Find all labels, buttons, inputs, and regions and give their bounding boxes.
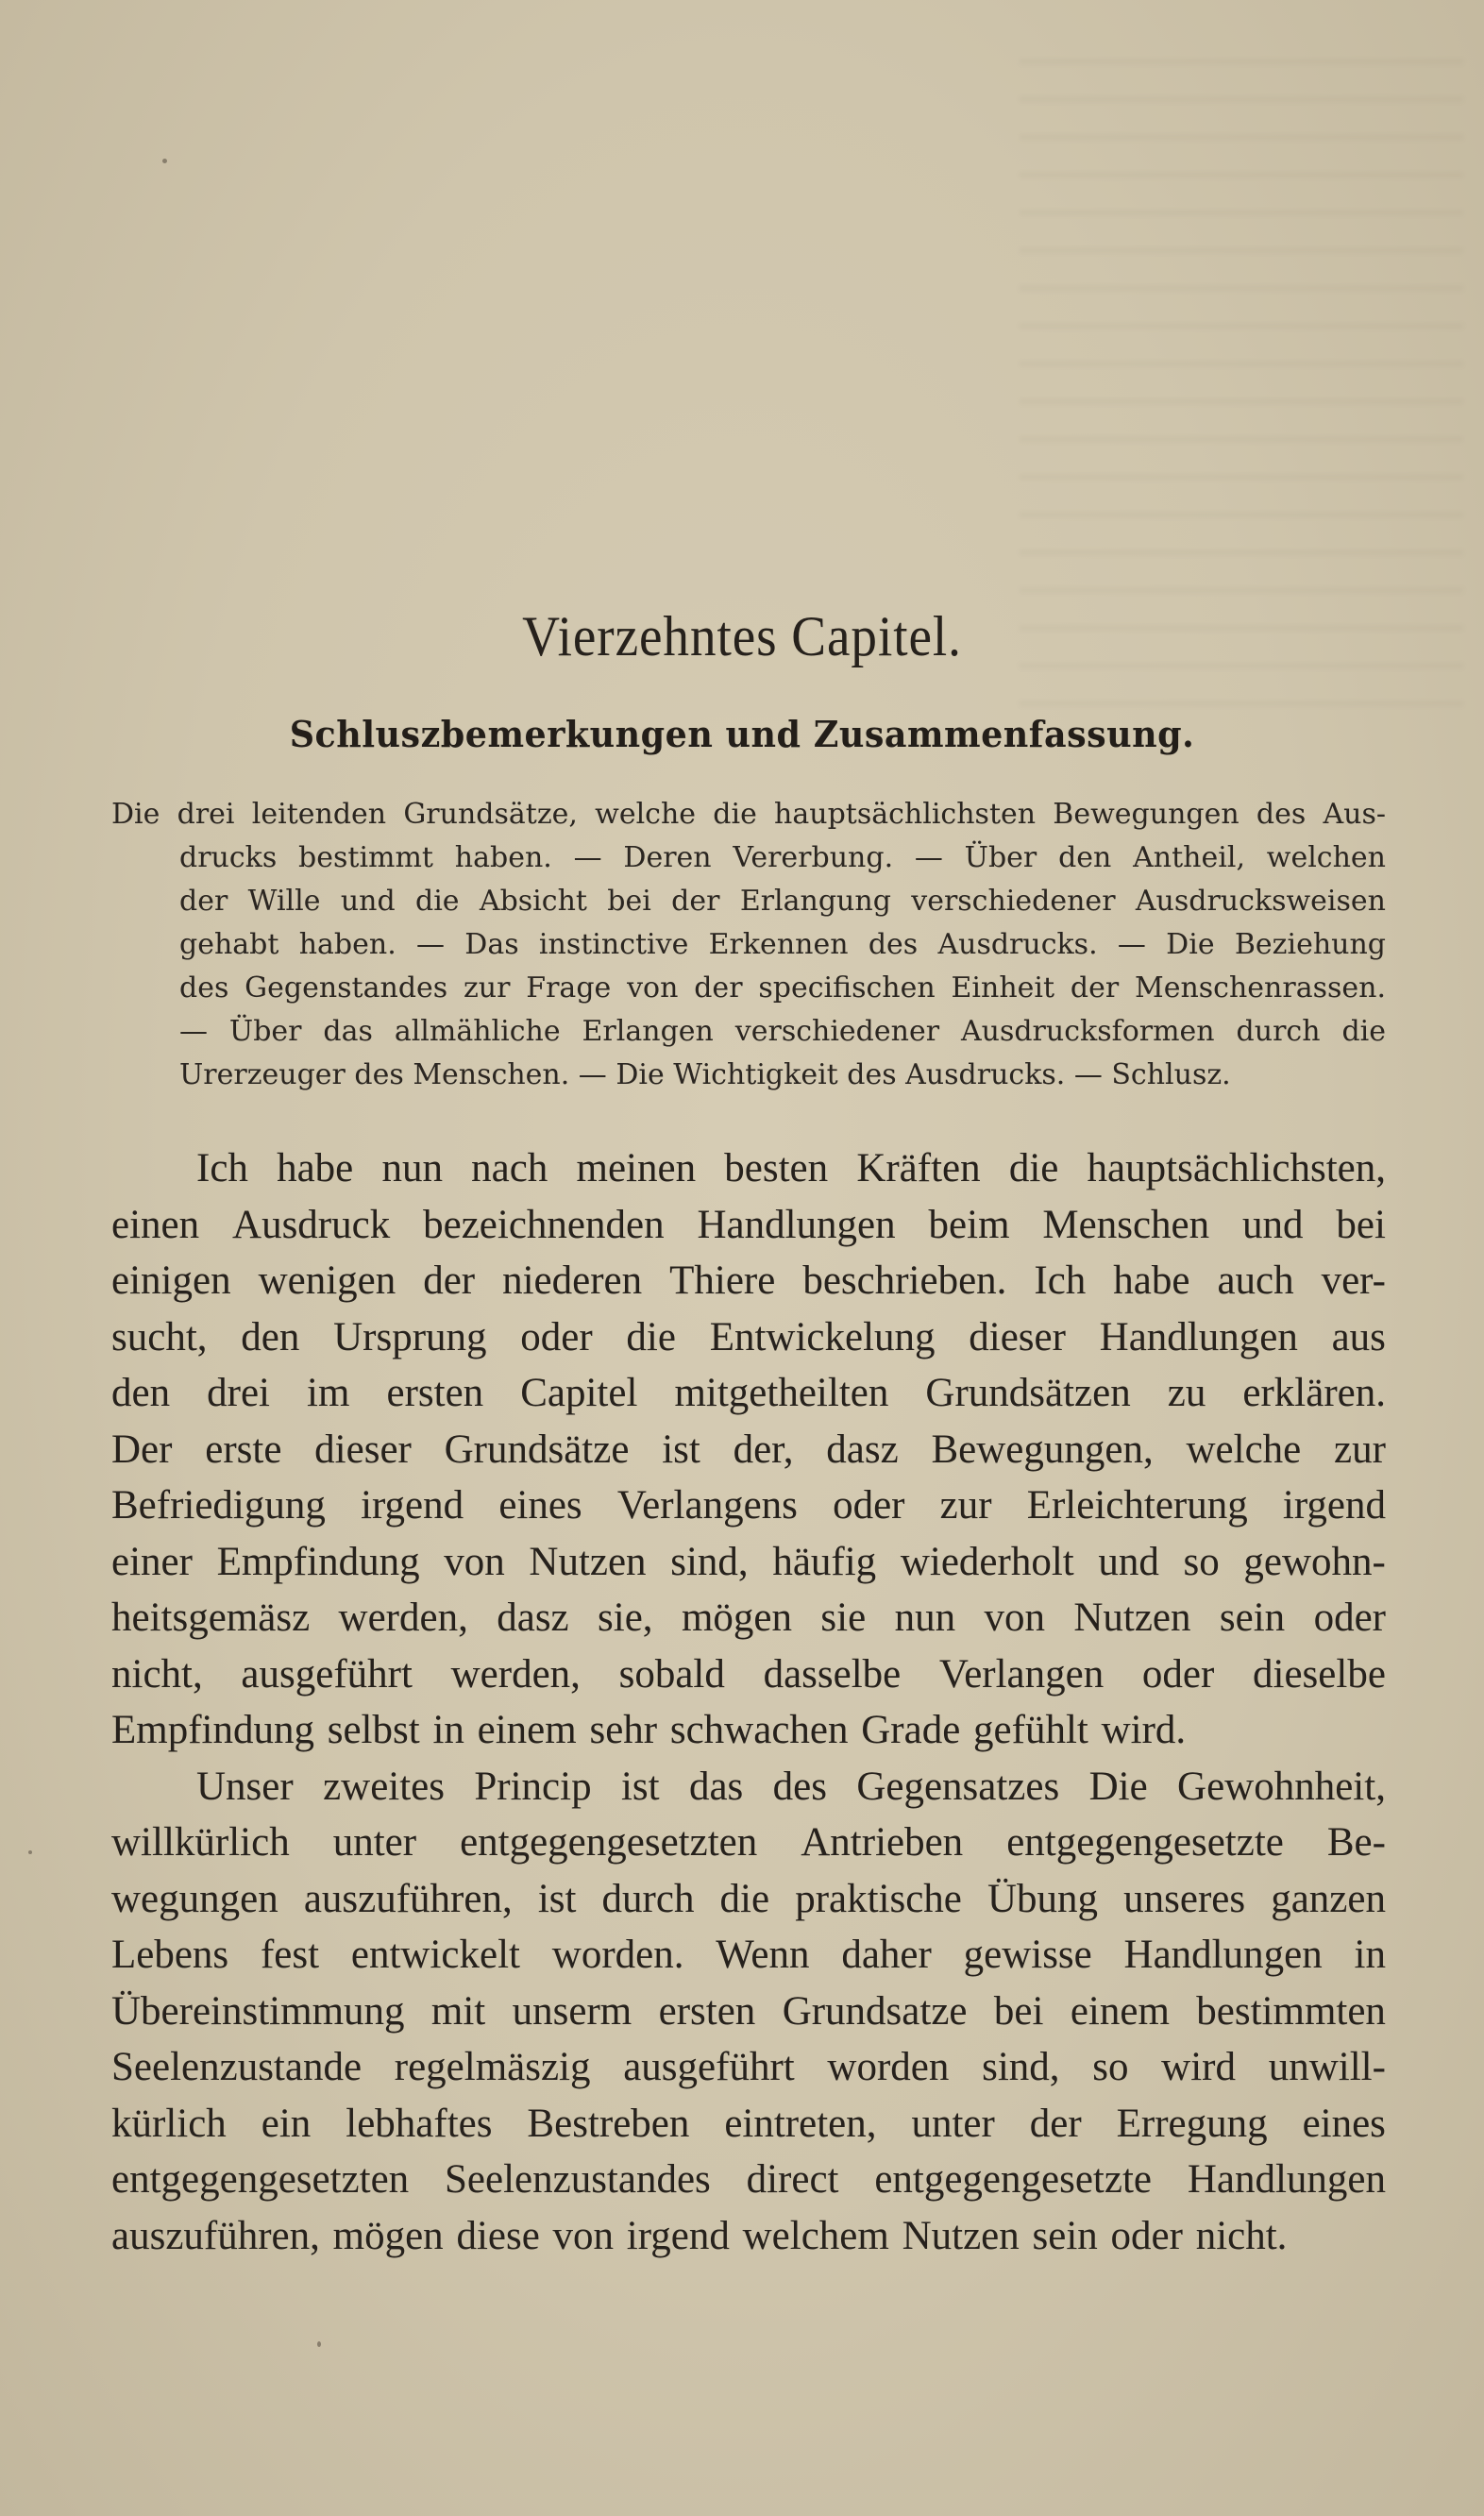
word: niederen <box>502 1258 643 1303</box>
word: ersten <box>658 1988 756 2034</box>
chapter-summary <box>111 793 1386 1097</box>
word: Erregung <box>1116 2101 1268 2146</box>
word: sein <box>1219 1596 1286 1640</box>
word: und <box>1242 1202 1304 1247</box>
paragraph-2 <box>111 1759 1386 2265</box>
word: unwill- <box>1268 2045 1386 2089</box>
text-line <box>111 1590 1386 1646</box>
word: Handlungen <box>1099 1314 1298 1359</box>
word: wird <box>1161 2045 1236 2089</box>
word: die <box>626 1314 676 1359</box>
word: oder <box>1141 1651 1215 1697</box>
text-line <box>111 2039 1386 2096</box>
word: direct <box>746 2157 839 2202</box>
word: Grade <box>861 1708 961 1752</box>
word: den <box>241 1314 300 1359</box>
word: irgend <box>626 2213 730 2258</box>
word: sie, <box>598 1596 653 1640</box>
word: Nutzen <box>529 1539 647 1584</box>
text-line <box>111 1927 1386 1984</box>
word: Bestreben <box>527 2101 690 2146</box>
word: sehr <box>589 1708 658 1752</box>
word: wiederholt <box>900 1539 1074 1584</box>
summary-line: drucks bestimmt haben. — Deren Vererbung. — Über den Antheil, welchen <box>179 841 1386 874</box>
word: mitgetheilten <box>674 1371 889 1415</box>
word: entgegengesetzte <box>1006 1820 1284 1865</box>
word: sind, <box>670 1539 749 1584</box>
word: entgegengesetzten <box>460 1820 758 1865</box>
word: Handlungen <box>697 1202 896 1247</box>
word: ersten <box>386 1371 484 1415</box>
word: häufig <box>772 1539 877 1584</box>
word: sind, <box>982 2045 1060 2089</box>
word: dieser <box>314 1427 412 1472</box>
word: den <box>111 1371 171 1415</box>
word: Verlangens <box>616 1483 798 1528</box>
word: der <box>423 1258 476 1303</box>
word: gewisse <box>963 1933 1092 1977</box>
word: und <box>1098 1539 1159 1584</box>
word: Empfindung <box>111 1708 314 1752</box>
word: bestimmten <box>1196 1988 1386 2034</box>
text-line <box>111 1702 1386 1759</box>
word: Kräften <box>856 1146 981 1190</box>
word: dasselbe <box>763 1651 902 1697</box>
word: dieser <box>969 1314 1066 1359</box>
word: Erleichterung <box>1026 1483 1248 1528</box>
word: werden, <box>338 1596 468 1640</box>
word: welchem <box>742 2213 889 2258</box>
word: wird. <box>1101 1708 1187 1752</box>
word: Capitel <box>520 1371 638 1415</box>
word: zur <box>1334 1427 1386 1472</box>
word: Ursprung <box>333 1314 487 1359</box>
word: Empfindung <box>216 1539 420 1584</box>
word: Gegensatzes <box>856 1764 1060 1809</box>
word: mögen <box>332 2213 444 2258</box>
word: der, <box>733 1427 794 1472</box>
word: nach <box>471 1146 548 1190</box>
text-line <box>111 1197 1386 1254</box>
word: bei <box>993 1988 1044 2034</box>
word: Ausdruck <box>232 1202 391 1247</box>
word: Die <box>1088 1764 1148 1809</box>
word: ist <box>662 1427 700 1472</box>
word: erste <box>205 1427 282 1472</box>
word: nicht. <box>1195 2213 1288 2258</box>
word: Seelenzustandes <box>445 2157 711 2202</box>
word: schwachen <box>669 1708 849 1752</box>
word: daher <box>841 1933 932 1977</box>
word: oder <box>520 1314 593 1359</box>
word: auch <box>1217 1258 1294 1303</box>
word: habe <box>277 1146 354 1190</box>
text-line <box>111 2208 1386 2265</box>
word: bezeichnenden <box>423 1202 665 1247</box>
word: willkürlich <box>111 1820 290 1865</box>
body-text <box>111 1140 1386 2264</box>
word: Grundsätzen <box>925 1371 1131 1415</box>
word: welche <box>1186 1427 1302 1472</box>
word: von <box>552 2213 615 2258</box>
word: das <box>688 1764 744 1809</box>
summary-line: Urerzeuger des Menschen. — Die Wichtigkeit des Ausdrucks. — Schlusz. <box>179 1058 1231 1091</box>
word: ist <box>620 1764 660 1809</box>
word: Handlungen <box>1187 2157 1386 2202</box>
word: sein <box>1032 2213 1098 2258</box>
word: Menschen <box>1042 1202 1210 1247</box>
paragraph-1 <box>111 1140 1386 1759</box>
word: so <box>1183 1539 1220 1584</box>
text-line <box>111 1984 1386 2040</box>
word: gewohn- <box>1243 1539 1386 1584</box>
word: irgend <box>1282 1483 1386 1528</box>
word: so <box>1092 2045 1129 2089</box>
word: eines <box>498 1483 582 1528</box>
word: dasz <box>497 1596 569 1640</box>
word: Ich <box>196 1146 248 1190</box>
chapter-subtitle: Schluszbemerkungen und Zusammenfassung. <box>289 713 1195 755</box>
word: im <box>307 1371 350 1415</box>
word: mit <box>430 1988 486 2034</box>
paper-speck <box>28 1850 32 1854</box>
word: Verlangen <box>938 1651 1105 1697</box>
text-line <box>111 1871 1386 1928</box>
text-line <box>111 1253 1386 1309</box>
word: ein <box>261 2101 312 2146</box>
text-line <box>111 1309 1386 1366</box>
word: Der <box>111 1427 173 1472</box>
word: irgend <box>361 1483 464 1528</box>
word: ausgeführt <box>623 2045 795 2089</box>
word: nun <box>894 1596 956 1640</box>
word: Bewegungen, <box>931 1427 1154 1472</box>
word: Gewohnheit, <box>1177 1764 1386 1809</box>
summary-line: gehabt haben. — Das instinctive Erkennen des Ausdrucks. — Die Beziehung <box>179 928 1386 961</box>
word: Grundsatze <box>782 1988 968 2034</box>
word: dieselbe <box>1253 1651 1386 1697</box>
word: lebhaftes <box>346 2101 493 2146</box>
word: diese <box>456 2213 540 2258</box>
word: Seelenzustande <box>111 2045 363 2089</box>
text-line <box>111 1759 1386 1815</box>
word: des <box>772 1764 827 1809</box>
word: oder <box>1110 2213 1183 2258</box>
word: einen <box>111 1202 200 1247</box>
word: einem <box>1070 1988 1170 2034</box>
paper-speck <box>317 2341 321 2347</box>
word: eines <box>1302 2101 1386 2146</box>
word: unserm <box>512 1988 632 2034</box>
word: selbst <box>327 1708 420 1752</box>
word: werden, <box>450 1651 581 1697</box>
word: die <box>1008 1146 1059 1190</box>
word: entwickelt <box>350 1933 520 1977</box>
word: aus <box>1331 1314 1386 1359</box>
word: dasz <box>826 1427 899 1472</box>
word: Entwickelung <box>709 1314 936 1359</box>
word: Be- <box>1326 1820 1386 1865</box>
word: entgegengesetzten <box>111 2157 410 2202</box>
word: durch <box>601 1876 695 1921</box>
word: worden <box>827 2045 950 2089</box>
word: oder <box>833 1483 905 1528</box>
word: ganzen <box>1271 1876 1386 1921</box>
word: drei <box>207 1371 270 1415</box>
summary-line: des Gegenstandes zur Frage von der specifischen Einheit der Menschenrassen. <box>179 971 1386 1005</box>
word: bei <box>1336 1202 1386 1247</box>
word: unter <box>332 1820 417 1865</box>
word: meinen <box>576 1146 697 1190</box>
word: wegungen <box>111 1876 278 1921</box>
word: Thiere <box>669 1258 776 1303</box>
paper-speck <box>162 159 167 163</box>
word: Handlungen <box>1123 1933 1323 1977</box>
word: Befriedigung <box>111 1483 326 1528</box>
word: Unser <box>196 1764 294 1809</box>
word: die <box>719 1876 770 1921</box>
word: entgegengesetzte <box>874 2157 1152 2202</box>
text-line <box>111 1365 1386 1422</box>
word: besten <box>724 1146 829 1190</box>
word: hauptsächlichsten, <box>1087 1146 1386 1190</box>
word: praktische <box>795 1876 962 1921</box>
word: oder <box>1313 1596 1386 1640</box>
word: Ich <box>1034 1258 1087 1303</box>
word: ver- <box>1321 1258 1386 1303</box>
word: Grundsätze <box>444 1427 630 1472</box>
text-line <box>111 1140 1386 1197</box>
word: nicht, <box>111 1651 203 1697</box>
text-line <box>111 1478 1386 1534</box>
word: beschrieben. <box>802 1258 1007 1303</box>
word: Princip <box>474 1764 592 1809</box>
word: zu <box>1167 1371 1206 1415</box>
word: Antrieben <box>801 1820 964 1865</box>
chapter-title: Vierzehntes Capitel. <box>522 605 962 667</box>
word: der <box>1029 2101 1082 2146</box>
word: fest <box>260 1933 320 1977</box>
word: regelmäszig <box>394 2045 591 2089</box>
word: einer <box>111 1539 193 1584</box>
word: unseres <box>1123 1876 1246 1921</box>
word: ist <box>537 1876 577 1921</box>
word: nun <box>381 1146 443 1190</box>
word: auszuführen, <box>303 1876 513 1921</box>
word: von <box>444 1539 505 1584</box>
word: habe <box>1113 1258 1190 1303</box>
word: in <box>1354 1933 1386 1977</box>
word: auszuführen, <box>111 2213 320 2258</box>
word: eintreten, <box>724 2101 877 2146</box>
word: heitsgemäsz <box>111 1596 311 1640</box>
word: zweites <box>323 1764 445 1809</box>
text-line <box>111 2152 1386 2208</box>
text-line <box>111 1646 1386 1703</box>
text-line <box>111 1815 1386 1871</box>
word: wenigen <box>258 1258 396 1303</box>
word: von <box>984 1596 1045 1640</box>
summary-line: — Über das allmähliche Erlangen verschiedener Ausdrucksformen durch die <box>179 1015 1386 1048</box>
word: zur <box>939 1483 992 1528</box>
word: kürlich <box>111 2101 227 2146</box>
word: ausgeführt <box>241 1651 413 1697</box>
word: Übung <box>987 1876 1099 1921</box>
text-line <box>111 1422 1386 1478</box>
word: beim <box>928 1202 1010 1247</box>
word: sie <box>820 1596 867 1640</box>
text-line <box>111 2096 1386 2153</box>
word: Nutzen <box>1073 1596 1191 1640</box>
word: einigen <box>111 1258 231 1303</box>
text-line <box>111 1534 1386 1591</box>
word: erklären. <box>1242 1371 1386 1415</box>
word: Nutzen <box>902 2213 1020 2258</box>
word: sobald <box>618 1651 725 1697</box>
word: Wenn <box>716 1933 810 1977</box>
word: gefühlt <box>973 1708 1088 1752</box>
word: Übereinstimmung <box>111 1988 405 2034</box>
word: worden. <box>551 1933 684 1977</box>
word: mögen <box>681 1596 792 1640</box>
summary-line: Die drei leitenden Grundsätze, welche die hauptsächlichsten Bewegungen des Aus- <box>111 798 1386 831</box>
word: sucht, <box>111 1314 208 1359</box>
summary-line: der Wille und die Absicht bei der Erlangung verschiedener Ausdrucksweisen <box>179 885 1386 918</box>
word: unter <box>911 2101 995 2146</box>
word: Lebens <box>111 1933 229 1977</box>
word: einem <box>477 1708 577 1752</box>
word: in <box>432 1708 464 1752</box>
